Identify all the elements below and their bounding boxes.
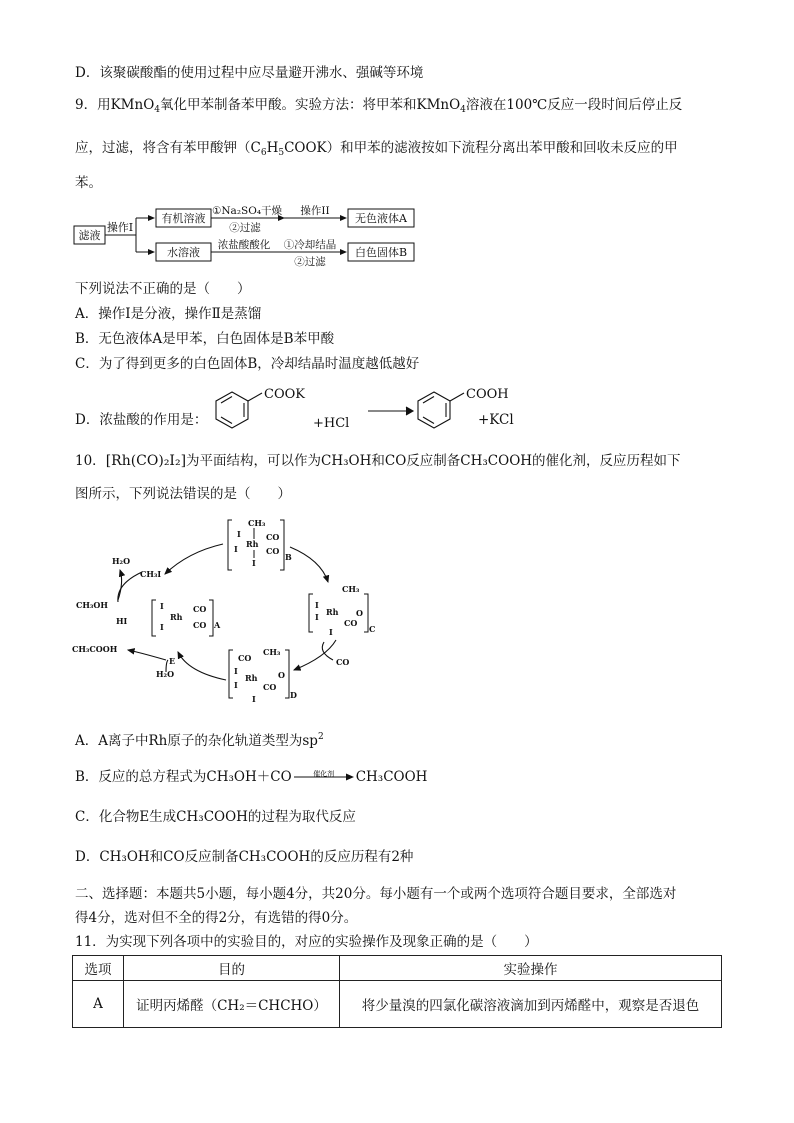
svg-text:I: I bbox=[160, 622, 164, 632]
cyc-ch3oh: CH₃OH bbox=[76, 600, 108, 610]
section2-line1: 二、选择题：本题共5小题，每小题4分，共20分。每小题有一个或两个选项符合题目要求，全部选对 bbox=[75, 886, 677, 902]
eq-cooh: COOH bbox=[466, 387, 509, 402]
cyc-h2o-top: H₂O bbox=[112, 556, 131, 566]
eq-cook: COOK bbox=[264, 387, 305, 402]
svg-text:Rh: Rh bbox=[246, 539, 259, 549]
svg-text:CH₃: CH₃ bbox=[248, 518, 266, 528]
q10-option-b-catalyst: 催化剂 bbox=[313, 770, 335, 778]
q10-lead: 10． bbox=[75, 453, 106, 469]
q9-question: 下列说法不正确的是（ ） bbox=[75, 281, 251, 297]
table-cell-option: A bbox=[73, 981, 124, 1028]
q9-stem-line1 bbox=[75, 96, 682, 119]
q10-option-b-lhs: B．反应的总方程式为CH₃OH＋CO bbox=[75, 769, 292, 785]
flow-filtrate: 滤液 bbox=[78, 229, 101, 242]
q10-option-a bbox=[75, 728, 324, 750]
table-header-row bbox=[73, 956, 722, 981]
cyc-hi: HI bbox=[116, 616, 128, 626]
svg-text:Rh: Rh bbox=[326, 607, 339, 617]
table-header-purpose: 目的 bbox=[124, 956, 340, 981]
q10-stem-line2: 图所示，下列说法错误的是（ ） bbox=[75, 486, 291, 502]
q10-stem-line1 bbox=[75, 452, 681, 470]
svg-text:CO: CO bbox=[263, 682, 277, 692]
svg-text:CO: CO bbox=[266, 546, 280, 556]
q9-stem-sub2: 4 bbox=[460, 105, 466, 115]
flow-acidify: 浓盐酸酸化 bbox=[217, 239, 271, 251]
q9-stem-line3: 苯。 bbox=[75, 175, 102, 191]
svg-text:CO: CO bbox=[193, 604, 207, 614]
flow-step-filter1: ②过滤 bbox=[229, 222, 261, 234]
cyc-h2o-bottom: H₂O bbox=[156, 669, 175, 679]
flow-liquid-a: 无色液体A bbox=[355, 212, 407, 225]
q9-stem-a: 9．用KMnO bbox=[75, 97, 155, 113]
table-header-operation: 实验操作 bbox=[340, 956, 722, 981]
q10-option-a-sup: 2 bbox=[317, 732, 324, 742]
svg-text:I: I bbox=[160, 601, 164, 611]
q9-option-b: B．无色液体A是甲苯，白色固体是B苯甲酸 bbox=[75, 331, 335, 347]
q11-stem: 11．为实现下列各项中的实验目的，对应的实验操作及现象正确的是（ ） bbox=[75, 934, 538, 950]
svg-text:CO: CO bbox=[238, 653, 252, 663]
q9-line2-sub5: 5 bbox=[278, 148, 285, 158]
q9-line2-sub6: 6 bbox=[260, 148, 267, 158]
q10-catalytic-cycle bbox=[68, 512, 398, 707]
svg-text:CO: CO bbox=[266, 532, 280, 542]
q9-option-d: D．浓盐酸的作用是： bbox=[75, 412, 208, 428]
svg-text:C: C bbox=[369, 624, 376, 634]
q9-eq-kcl: +KCl bbox=[478, 412, 514, 428]
table-row bbox=[73, 981, 722, 1028]
q10-formula: [Rh(CO)₂I₂] bbox=[105, 453, 187, 469]
q10-option-b bbox=[75, 768, 427, 786]
q10-stem: 为平面结构，可以作为CH₃OH和CO反应制备CH₃COOH的催化剂，反应历程如下 bbox=[186, 453, 681, 469]
svg-text:Rh: Rh bbox=[245, 673, 258, 683]
q9-line2-h: H bbox=[266, 140, 279, 156]
complex-b bbox=[228, 518, 292, 570]
q11-table bbox=[72, 955, 722, 1028]
table-cell-operation: 将少量溴的四氯化碳溶液滴加到丙烯醛中，观察是否退色 bbox=[340, 981, 722, 1028]
benzene-ring-1 bbox=[216, 392, 248, 428]
svg-text:I: I bbox=[234, 680, 238, 690]
cyc-ch3cooh: CH₃COOH bbox=[72, 644, 118, 654]
benzene-ring-2 bbox=[418, 392, 450, 428]
q9-stem-sub1: 4 bbox=[154, 105, 160, 115]
svg-text:I: I bbox=[315, 612, 319, 622]
svg-text:I: I bbox=[237, 529, 241, 539]
svg-text:O: O bbox=[278, 670, 285, 680]
flow-op2: 操作II bbox=[300, 205, 330, 217]
flow-step-cool: ①冷却结晶 bbox=[283, 239, 337, 251]
flow-op1: 操作I bbox=[106, 221, 134, 234]
svg-text:CH₃: CH₃ bbox=[342, 584, 360, 594]
table-header-option: 选项 bbox=[73, 956, 124, 981]
flow-organic: 有机溶液 bbox=[161, 212, 206, 225]
q10-option-b-arrow bbox=[292, 768, 356, 786]
svg-text:I: I bbox=[234, 666, 238, 676]
section2-line2: 得4分，选对但不全的得2分，有选错的得0分。 bbox=[75, 910, 358, 926]
q9-option-a: A．操作Ⅰ是分液，操作Ⅱ是蒸馏 bbox=[75, 306, 262, 322]
svg-text:I: I bbox=[234, 544, 238, 554]
svg-text:CO: CO bbox=[344, 618, 358, 628]
table-cell-purpose: 证明丙烯醛（CH₂＝CHCHO） bbox=[124, 981, 340, 1028]
q10-option-b-rhs: CH₃COOH bbox=[355, 769, 428, 785]
flow-step-dry: ①Na₂SO₄干燥 bbox=[211, 205, 283, 217]
q8-option-d: D．该聚碳酸酯的使用过程中应尽量避开沸水、强碱等环境 bbox=[75, 65, 424, 81]
svg-text:D: D bbox=[290, 690, 297, 700]
svg-text:I: I bbox=[252, 558, 256, 568]
q10-option-c: C．化合物E生成CH₃COOH的过程为取代反应 bbox=[75, 809, 356, 825]
complex-c bbox=[309, 584, 375, 637]
svg-text:O: O bbox=[356, 608, 363, 618]
q10-option-d: D．CH₃OH和CO反应制备CH₃COOH的反应历程有2种 bbox=[75, 849, 414, 865]
complex-a bbox=[152, 600, 221, 636]
svg-text:B: B bbox=[285, 552, 292, 562]
eq-hcl: +HCl bbox=[313, 416, 350, 431]
flow-aqueous: 水溶液 bbox=[167, 246, 200, 259]
q10-option-a-text: A．A离子中Rh原子的杂化轨道类型为sp bbox=[75, 733, 318, 749]
flow-step-filter2: ②过滤 bbox=[294, 256, 326, 268]
flow-solid-b: 白色固体B bbox=[354, 246, 408, 259]
complex-d bbox=[229, 647, 297, 704]
q9-stem-e: 溶液在100℃反应一段时间后停止反 bbox=[465, 97, 683, 113]
svg-text:I: I bbox=[252, 694, 256, 704]
q9-line2-e: COOK）和甲苯的滤液按如下流程分离出苯甲酸和回收未反应的甲 bbox=[284, 140, 678, 156]
cyc-e: E bbox=[169, 656, 176, 666]
q9-line2-a: 应，过滤，将含有苯甲酸钾（C bbox=[75, 140, 261, 156]
svg-text:A: A bbox=[214, 620, 221, 630]
svg-text:I: I bbox=[315, 600, 319, 610]
q9-stem-c: 氧化甲苯制备苯甲酸。实验方法：将甲苯和KMnO bbox=[160, 97, 461, 113]
cyc-ch3i: CH₃I bbox=[140, 569, 162, 579]
svg-text:CO: CO bbox=[193, 620, 207, 630]
svg-text:CH₃: CH₃ bbox=[263, 647, 281, 657]
q9-flow-diagram bbox=[70, 200, 430, 270]
svg-text:Rh: Rh bbox=[170, 612, 183, 622]
q9-option-c: C．为了得到更多的白色固体B，冷却结晶时温度越低越好 bbox=[75, 356, 420, 372]
svg-text:I: I bbox=[329, 627, 333, 637]
cyc-co: CO bbox=[336, 657, 350, 667]
q9-stem-line2 bbox=[75, 139, 678, 162]
